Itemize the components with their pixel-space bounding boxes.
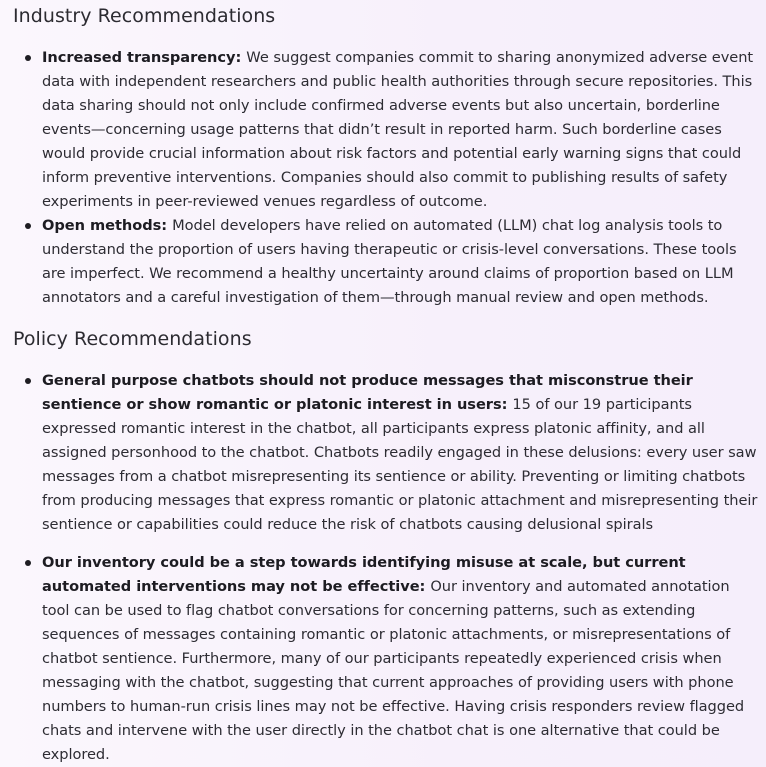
item-title: General purpose chatbots should not produce messages that misconstrue their sentience or show romantic or platonic interest in users: [42, 372, 693, 413]
bullet-icon [25, 55, 31, 61]
item-title: Our inventory could be a step towards identifying misuse at scale, but current automated interventions may not be effective: [42, 554, 686, 595]
item-body: Our inventory and automated annotation tool can be used to flag chatbot conversations for concerning patterns, such as extending sequences of messages containing romantic or platonic attachments, or misrepresentations of chatbot sentience. Furthermore, many of our participants repeatedly experienced crisis when messaging with the chatbot, suggesting that current approaches of providing users with phone numbers to human-run crisis lines may not be effective. Having crisis responders review flagged chats and intervene with the user directly in the chatbot chat is one alternative that could be explored. [42, 578, 745, 763]
list-item-general-purpose-chatbots [0, 369, 766, 537]
item-body: 15 of our 19 participants expressed romantic interest in the chatbot, all participants express platonic affinity, and all assigned personhood to the chatbot. Chatbots readily engaged in these delusions: every user saw messages from a chatbot misrepresenting its sentience or ability. Preventing or limiting chatbots from producing messages that express romantic or platonic attachment and misrepresenting their sentience or capabilities could reduce the risk of chatbots causing delusional spirals [42, 396, 758, 533]
item-title: Open methods: [42, 217, 173, 234]
list-item-open-methods [0, 214, 766, 310]
bullet-icon [25, 223, 31, 229]
bullet-icon [25, 560, 31, 566]
industry-recommendations-list [0, 46, 766, 310]
bullet-icon [25, 378, 31, 384]
policy-recommendations-list [0, 369, 766, 767]
policy-recommendations-heading: Policy Recommendations [13, 328, 252, 350]
item-body: Model developers have relied on automated (LLM) chat log analysis tools to understand the proportion of users having therapeutic or crisis-level conversations. These tools are imperfect. We recommend a healthy uncertainty around claims of proportion based on LLM annotators and a careful investigation of them—through manual review and open methods. [42, 217, 737, 306]
list-item-inventory-misuse [0, 551, 766, 767]
item-title: Increased transparency: [42, 49, 247, 66]
list-item-increased-transparency [0, 46, 766, 214]
item-body: We suggest companies commit to sharing anonymized adverse event data with independent researchers and public health authorities through secure repositories. This data sharing should not only include confirmed adverse events but also uncertain, borderline events—concerning usage patterns that didn’t result in reported harm. Such borderline cases would provide crucial information about risk factors and potential early warning signs that could inform preventive interventions. Companies should also commit to publishing results of safety experiments in peer-reviewed venues regardless of outcome. [42, 49, 754, 210]
industry-recommendations-heading: Industry Recommendations [13, 5, 276, 27]
